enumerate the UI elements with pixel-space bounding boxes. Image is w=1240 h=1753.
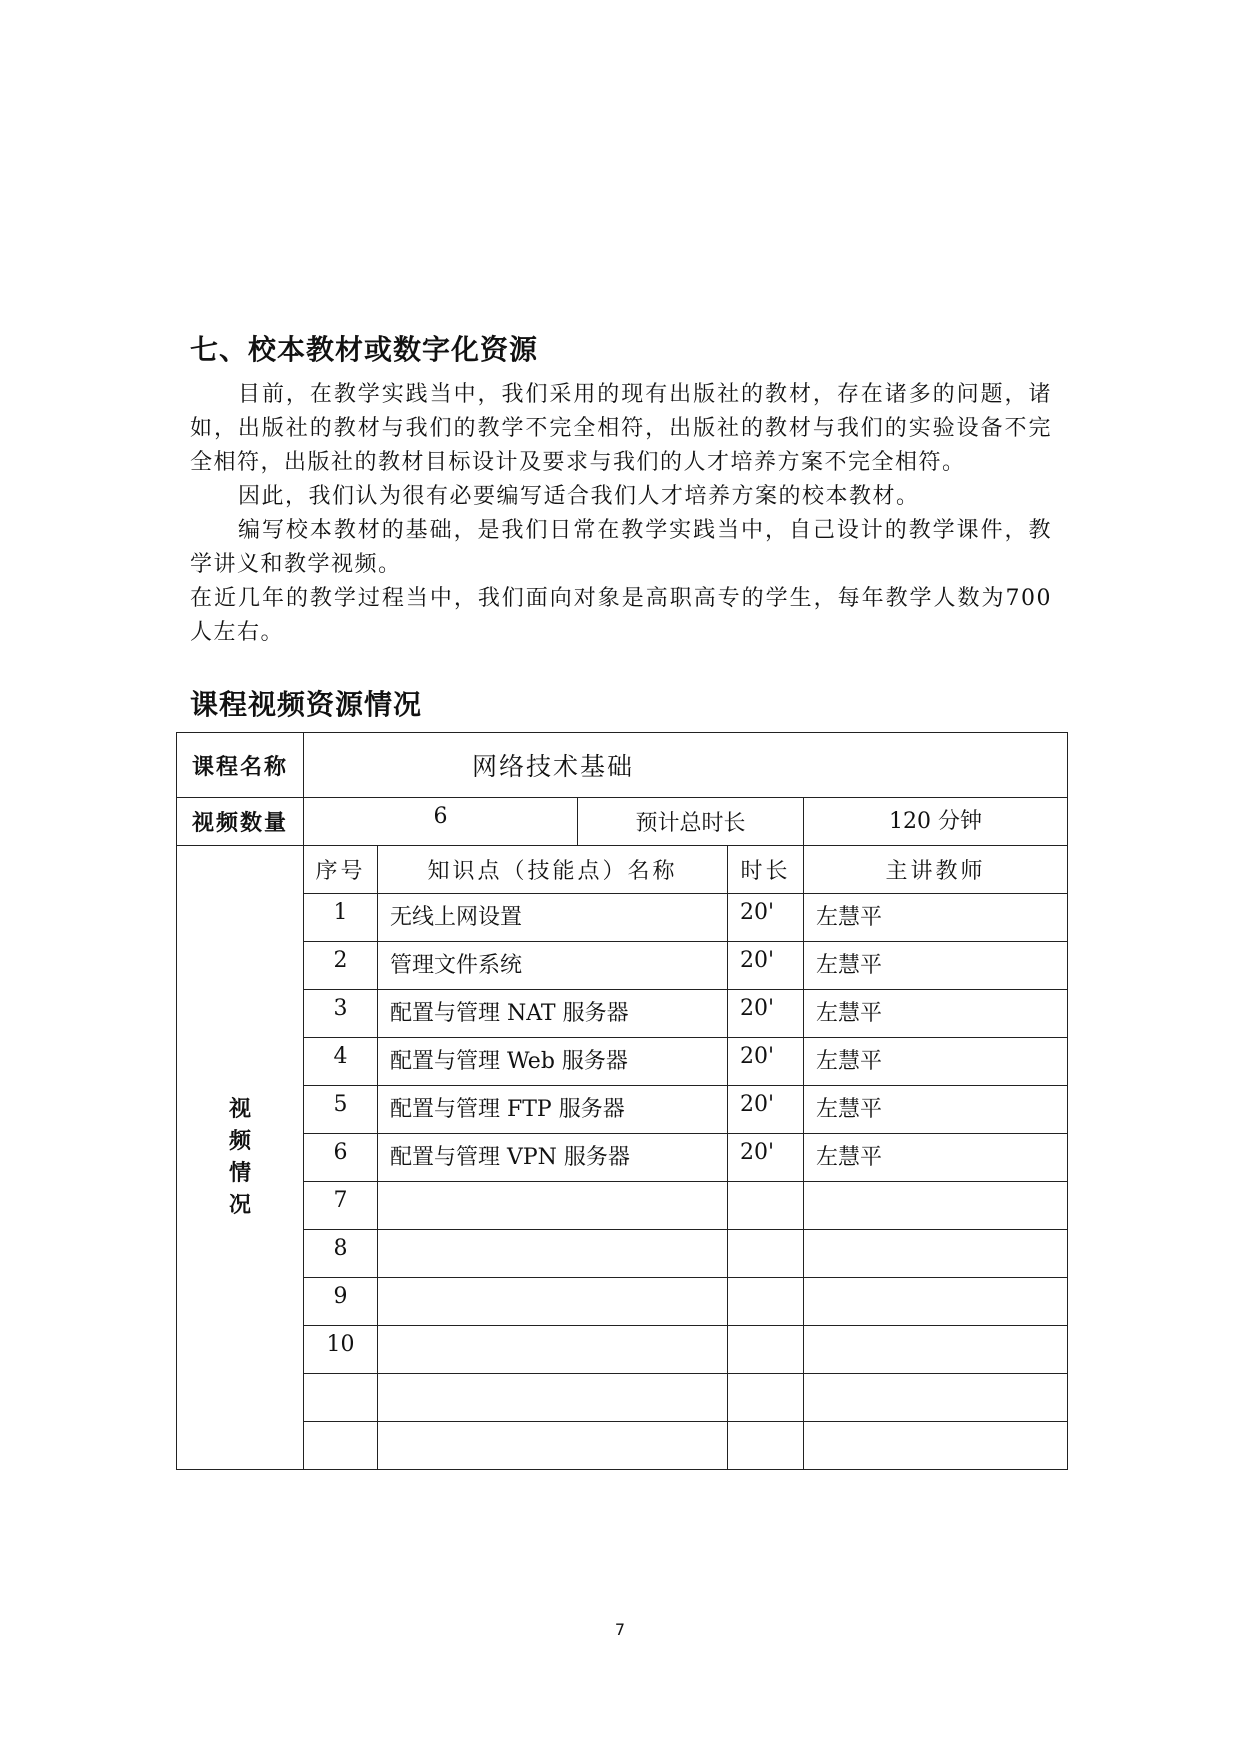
page-number: 7 bbox=[614, 1620, 626, 1639]
row-index: 4 bbox=[304, 1038, 378, 1086]
row-duration: 20' bbox=[728, 1038, 804, 1086]
row-duration: 20' bbox=[728, 894, 804, 942]
column-header-duration: 时长 bbox=[728, 846, 804, 894]
side-label-cell bbox=[177, 846, 304, 1470]
row-teacher bbox=[804, 1278, 1068, 1326]
course-name-row bbox=[177, 733, 1068, 798]
body-text bbox=[190, 378, 1052, 650]
row-teacher: 左慧平 bbox=[804, 894, 1068, 942]
row-teacher: 左慧平 bbox=[804, 1134, 1068, 1182]
row-name bbox=[378, 1422, 728, 1470]
row-duration bbox=[728, 1422, 804, 1470]
table-row bbox=[177, 1038, 1068, 1086]
side-label: 视频情况 bbox=[228, 1096, 251, 1218]
row-teacher: 左慧平 bbox=[804, 1038, 1068, 1086]
row-duration bbox=[728, 1230, 804, 1278]
row-index: 7 bbox=[304, 1182, 378, 1230]
table-row bbox=[177, 1230, 1068, 1278]
row-index: 10 bbox=[304, 1326, 378, 1374]
row-teacher bbox=[804, 1422, 1068, 1470]
row-teacher bbox=[804, 1374, 1068, 1422]
table-row bbox=[177, 942, 1068, 990]
row-duration bbox=[728, 1278, 804, 1326]
row-duration: 20' bbox=[728, 990, 804, 1038]
row-teacher bbox=[804, 1182, 1068, 1230]
row-name: 无线上网设置 bbox=[378, 894, 728, 942]
row-duration bbox=[728, 1326, 804, 1374]
video-count-value: 6 bbox=[304, 798, 578, 846]
column-header-teacher: 主讲教师 bbox=[804, 846, 1068, 894]
row-name: 管理文件系统 bbox=[378, 942, 728, 990]
row-duration: 20' bbox=[728, 942, 804, 990]
row-teacher: 左慧平 bbox=[804, 990, 1068, 1038]
row-index bbox=[304, 1422, 378, 1470]
column-header-index: 序号 bbox=[304, 846, 378, 894]
row-index: 1 bbox=[304, 894, 378, 942]
table-row bbox=[177, 894, 1068, 942]
row-index: 5 bbox=[304, 1086, 378, 1134]
row-index bbox=[304, 1374, 378, 1422]
course-name-value: 网络技术基础 bbox=[304, 733, 1068, 798]
course-name-label: 课程名称 bbox=[177, 733, 304, 798]
row-name bbox=[378, 1278, 728, 1326]
table-row bbox=[177, 1326, 1068, 1374]
paragraph-1: 目前，在教学实践当中，我们采用的现有出版社的教材，存在诸多的问题，诸如，出版社的教材与我们的教学不完全相符，出版社的教材与我们的实验设备不完全相符，出版社的教材目标设计及要求与我们的人才培养方案不完全相符。 bbox=[190, 382, 1052, 475]
row-name bbox=[378, 1326, 728, 1374]
row-index: 6 bbox=[304, 1134, 378, 1182]
row-name bbox=[378, 1230, 728, 1278]
table-row bbox=[177, 1134, 1068, 1182]
row-teacher bbox=[804, 1326, 1068, 1374]
row-index: 8 bbox=[304, 1230, 378, 1278]
row-teacher: 左慧平 bbox=[804, 1086, 1068, 1134]
row-duration bbox=[728, 1374, 804, 1422]
row-name: 配置与管理 Web 服务器 bbox=[378, 1038, 728, 1086]
row-teacher bbox=[804, 1230, 1068, 1278]
row-duration: 20' bbox=[728, 1134, 804, 1182]
video-count-row bbox=[177, 798, 1068, 846]
table-row bbox=[177, 1182, 1068, 1230]
row-name: 配置与管理 FTP 服务器 bbox=[378, 1086, 728, 1134]
total-duration-value: 120 分钟 bbox=[804, 798, 1068, 846]
video-count-label: 视频数量 bbox=[177, 798, 304, 846]
paragraph-2: 因此，我们认为很有必要编写适合我们人才培养方案的校本教材。 bbox=[238, 484, 920, 509]
table-row bbox=[177, 1278, 1068, 1326]
table-row bbox=[177, 990, 1068, 1038]
row-name bbox=[378, 1374, 728, 1422]
table-title: 课程视频资源情况 bbox=[190, 688, 423, 721]
row-name bbox=[378, 1182, 728, 1230]
row-teacher: 左慧平 bbox=[804, 942, 1068, 990]
column-header-row bbox=[177, 846, 1068, 894]
row-index: 9 bbox=[304, 1278, 378, 1326]
row-index: 3 bbox=[304, 990, 378, 1038]
table-row bbox=[177, 1422, 1068, 1470]
paragraph-4: 在近几年的教学过程当中，我们面向对象是高职高专的学生，每年教学人数为700人左右。 bbox=[190, 586, 1052, 645]
row-index: 2 bbox=[304, 942, 378, 990]
section-heading: 七、校本教材或数字化资源 bbox=[190, 333, 539, 366]
paragraph-3: 编写校本教材的基础，是我们日常在教学实践当中，自己设计的教学课件，教学讲义和教学视频。 bbox=[190, 518, 1052, 577]
table-row bbox=[177, 1086, 1068, 1134]
row-duration: 20' bbox=[728, 1086, 804, 1134]
row-duration bbox=[728, 1182, 804, 1230]
row-name: 配置与管理 VPN 服务器 bbox=[378, 1134, 728, 1182]
table-row bbox=[177, 1374, 1068, 1422]
column-header-name: 知识点（技能点）名称 bbox=[378, 846, 728, 894]
video-resource-table bbox=[176, 732, 1068, 1470]
row-name: 配置与管理 NAT 服务器 bbox=[378, 990, 728, 1038]
total-duration-label: 预计总时长 bbox=[578, 798, 804, 846]
